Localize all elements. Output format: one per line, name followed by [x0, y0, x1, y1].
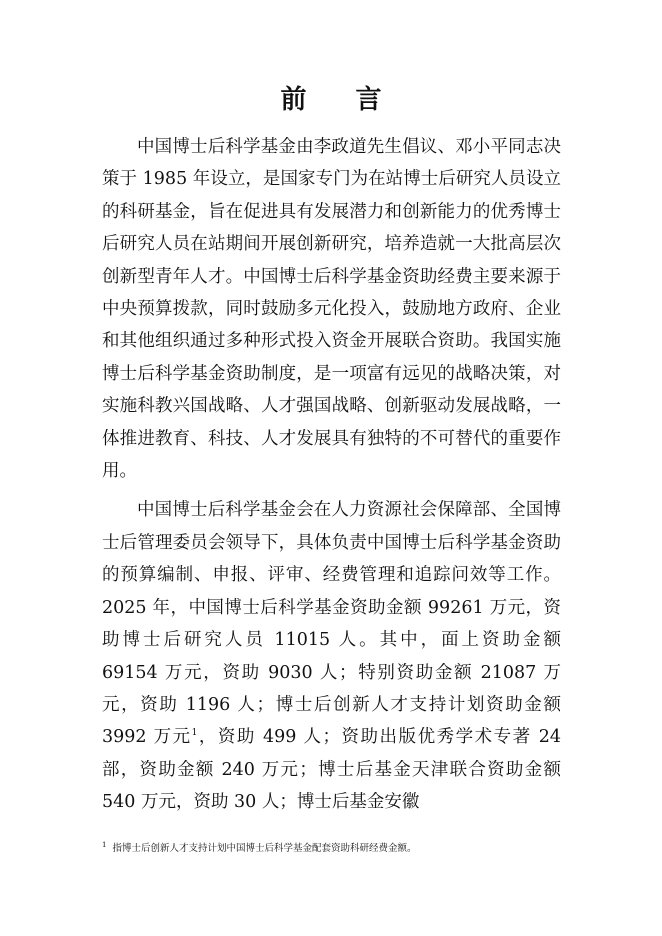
paragraph-2-text-a: 中国博士后科学基金会在人力资源社会保障部、全国博士后管理委员会领导下，具体负责中国博士后科学基金资助的预算编制、申报、评审、经费管理和追踪问效等工作。2025 年，中国博士后科学基金资助金额 99261 万元，资助博士后研究人员 11015 人。其中，面上资助金额 69154 万元，资助 9030 人；特别资助金额 21087 万元，资助 1196 人；博士后创新人才支持计划资助金额 3992 万元 [102, 500, 561, 748]
footnote-reference[interactable]: 1 [191, 728, 198, 739]
page-title: 前 言 [280, 85, 402, 115]
footnote-mark: 1 [102, 840, 107, 849]
paragraph-2 [102, 494, 561, 818]
body-text [102, 131, 561, 819]
footnote-text: 指博士后创新人才支持计划中国博士后科学基金配套资助科研经费金额。 [112, 843, 417, 854]
paragraph-1: 中国博士后科学基金由李政道先生倡议、邓小平同志决策于 1985 年设立，是国家专门为在站博士后研究人员设立的科研基金，旨在促进具有发展潜力和创新能力的优秀博士后研究人员在站期间开展创新研究，培养造就一大批高层次创新型青年人才。中国博士后科学基金资助经费主要来源于中央预算拨款，同时鼓励多元化投入，鼓励地方政府、企业和其他组织通过多种形式投入资金开展联合资助。我国实施博士后科学基金资助制度，是一项富有远见的战略决策，对实施科教兴国战略、人才强国战略、创新驱动发展战略，一体推进教育、科技、人才发展具有独特的不可替代的重要作用。 [102, 137, 561, 482]
paragraph-2-text-b: ，资助 499 人；资助出版优秀学术专著 24 部，资助金额 240 万元；博士后基金天津联合资助金额 540 万元，资助 30 人；博士后基金安徽 [102, 727, 561, 813]
footnote [102, 842, 582, 856]
